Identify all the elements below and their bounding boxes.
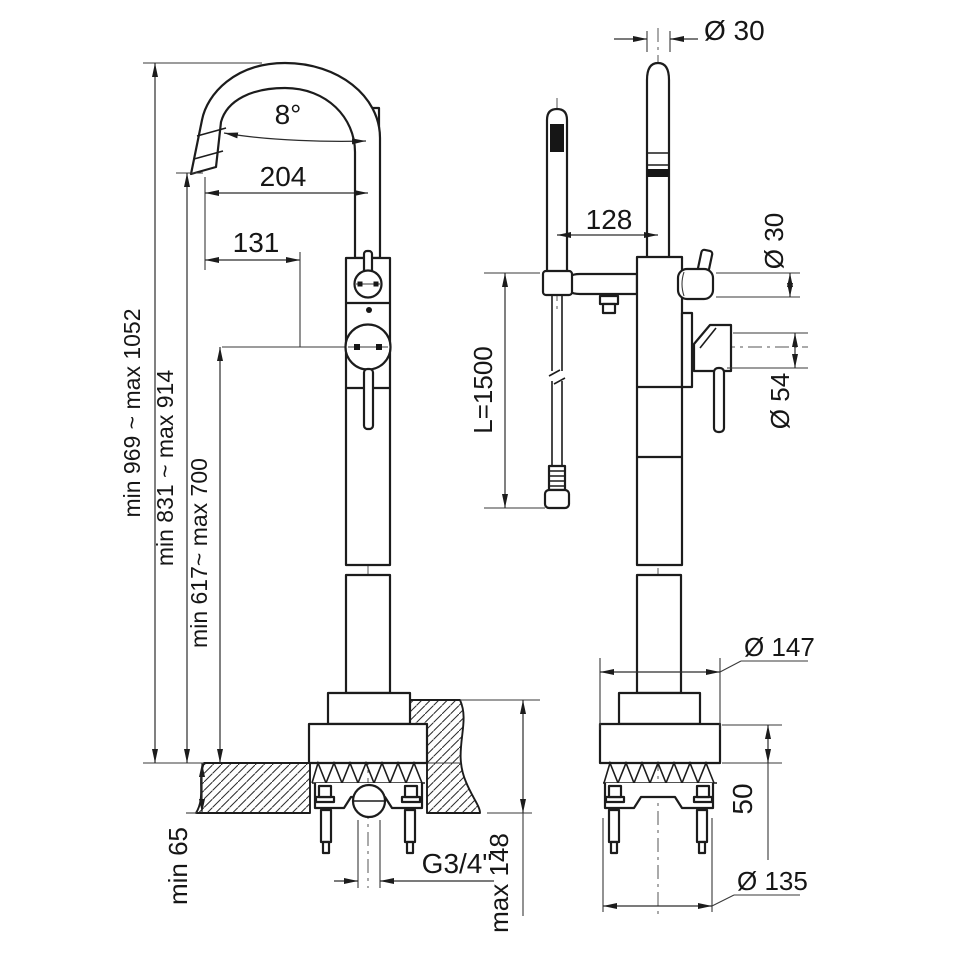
- lever-front: [364, 369, 373, 429]
- front-column-lower: [346, 575, 390, 693]
- hub-dot-1: [354, 344, 360, 350]
- hose-nipple: [603, 304, 615, 313]
- base-ribs-front: [312, 763, 422, 783]
- dim-d30-outlet-label: Ø 30: [759, 212, 789, 270]
- d147-leader: [720, 661, 808, 672]
- anchor-tip-right: [407, 842, 413, 853]
- lever-side: [714, 368, 724, 432]
- hose-end-fitting: [545, 490, 569, 508]
- dim-min65-label: min 65: [163, 826, 193, 906]
- dim-g34-label: G3/4": [421, 848, 493, 879]
- d30out-extensions: [716, 273, 800, 297]
- handshower-face: [550, 124, 564, 152]
- dim-height-handle-label: min 617~ max 700: [186, 458, 212, 648]
- nut-left-side: [609, 786, 621, 797]
- wand-holder: [543, 271, 572, 295]
- hose-lower: [552, 381, 562, 467]
- dim-max148-label: max 148: [484, 833, 514, 933]
- dim-d54-label: Ø 54: [765, 372, 795, 430]
- nut-right: [405, 786, 417, 797]
- dim-d30-top-label: Ø 30: [704, 15, 765, 46]
- anchor-tip-left-side: [611, 842, 617, 853]
- anchor-rod-left-side: [609, 810, 619, 842]
- side-view: [468, 15, 815, 918]
- front-view: [119, 63, 540, 933]
- hub-dot-2: [376, 344, 382, 350]
- base-ring-front: [309, 724, 427, 763]
- anchor-tip-left: [323, 842, 329, 853]
- d135-leader: [712, 895, 800, 906]
- dim-50-label: 50: [727, 783, 758, 815]
- body-screw-dot: [366, 307, 372, 313]
- riser-seal-band: [647, 169, 669, 177]
- anchor-rod-left: [321, 810, 331, 842]
- base-trim-side: [619, 693, 700, 724]
- base-ring-side: [600, 724, 720, 763]
- floor-section-left: [196, 763, 310, 813]
- nut-right-side: [697, 786, 709, 797]
- anchor-tip-right-side: [699, 842, 705, 853]
- dim-204-label: 204: [259, 161, 307, 192]
- nut-left: [319, 786, 331, 797]
- dim-d135-label: Ø 135: [737, 866, 808, 896]
- body-step: [682, 313, 692, 387]
- hose-nipple-cap: [600, 296, 618, 304]
- base-trim-front: [328, 693, 410, 724]
- anchor-rod-right-side: [697, 810, 707, 842]
- side-column-lower: [637, 575, 681, 693]
- riser-pipe: [647, 63, 669, 258]
- angle-label: 8°: [274, 99, 302, 130]
- dim-131-label: 131: [232, 227, 280, 258]
- dim-128-label: 128: [585, 204, 633, 235]
- dim-hose-length-label: L=1500: [468, 346, 498, 434]
- dim-height-spout-label: min 831 ~ max 914: [152, 369, 178, 567]
- angle-leader: [224, 133, 366, 141]
- dim-d147-label: Ø 147: [744, 632, 815, 662]
- diverter-dot-2: [374, 282, 379, 287]
- diverter-dot-1: [358, 282, 363, 287]
- holder-arm: [566, 274, 637, 294]
- dim-height-total-label: min 969 ~ max 1052: [119, 308, 145, 518]
- base-ribs-side: [604, 763, 714, 783]
- anchor-rod-right: [405, 810, 415, 842]
- d50-extensions: [722, 725, 782, 763]
- d54-extensions: [727, 333, 808, 368]
- side-body-column: [637, 257, 682, 565]
